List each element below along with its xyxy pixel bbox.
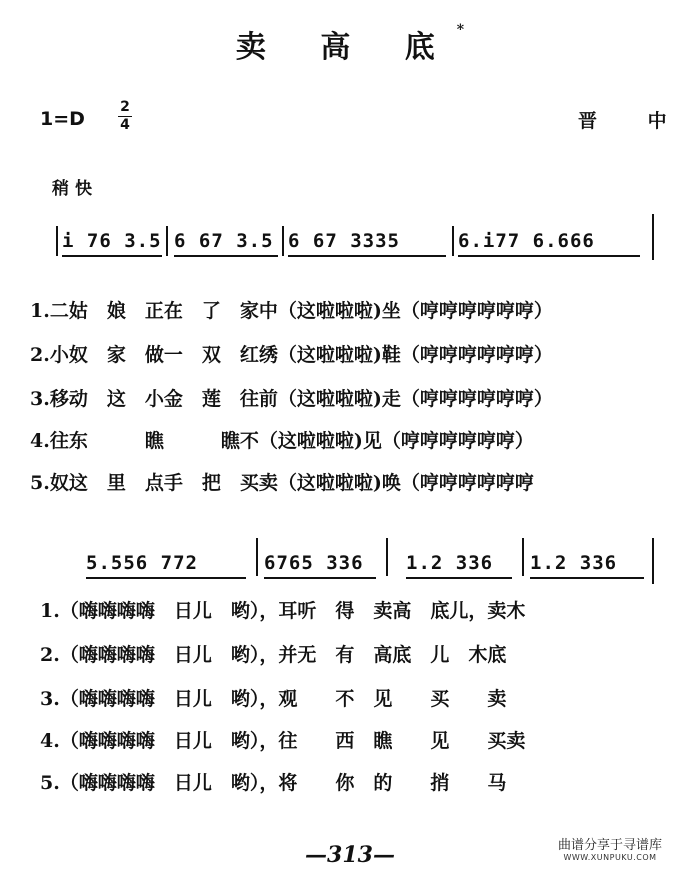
time-denominator: 4 [120, 117, 130, 133]
lyric-line-8: 3.（嗨嗨嗨嗨 日儿 哟），观 不 见 买 卖 [40, 688, 507, 710]
measure-8: 1.2 336 [530, 552, 618, 574]
measure-1: i 76 3.5 [62, 230, 162, 252]
beam-line [406, 577, 512, 579]
beam-line [458, 255, 640, 257]
page-number: —313— [305, 842, 395, 868]
beam-line [62, 255, 162, 257]
beam-line [264, 577, 376, 579]
tempo-marking: 稍快 [52, 179, 98, 199]
time-signature [118, 100, 132, 133]
measure-2: 6 67 3.5 [174, 230, 274, 252]
lyric-line-3: 3.移动 这 小金 莲 往前（这啦啦啦)走（哼哼哼哼哼哼） [30, 388, 553, 410]
song-title [0, 22, 700, 66]
lyric-line-7: 2.（嗨嗨嗨嗨 日儿 哟），并无 有 高底 儿 木底 [40, 644, 507, 666]
barline-end [652, 214, 654, 260]
measure-7: 1.2 336 [406, 552, 494, 574]
lyric-line-2: 2.小奴 家 做一 双 红绣（这啦啦啦)鞋（哼哼哼哼哼哼） [30, 344, 553, 366]
region-label: 晋 中 [578, 110, 689, 132]
barline [56, 226, 58, 256]
measure-3: 6 67 3335 [288, 230, 400, 252]
key-signature: 1=D [40, 108, 85, 130]
time-numerator: 2 [120, 99, 130, 115]
barline [452, 226, 454, 256]
song-title-text: 卖 高 底 [235, 30, 457, 65]
beam-line [174, 255, 278, 257]
barline [386, 538, 388, 576]
beam-line [86, 577, 246, 579]
beam-line [288, 255, 446, 257]
measure-4: 6.i77 6.666 [458, 230, 595, 252]
measure-6: 6765 336 [264, 552, 364, 574]
lyric-line-5: 5.奴这 里 点手 把 买卖（这啦啦啦)唤（哼哼哼哼哼哼 [30, 472, 534, 494]
watermark-cn: 曲谱分享于寻谱库 [557, 838, 662, 853]
barline [166, 226, 168, 256]
lyric-line-1: 1.二姑 娘 正在 了 家中（这啦啦啦)坐（哼哼哼哼哼哼） [30, 300, 553, 322]
barline-end [652, 538, 654, 584]
title-footnote-mark: * [456, 22, 465, 38]
watermark [540, 838, 680, 866]
lyric-line-6: 1.（嗨嗨嗨嗨 日儿 哟），耳听 得 卖高 底儿，卖木 [40, 600, 526, 622]
measure-5: 5.556 772 [86, 552, 198, 574]
lyric-line-9: 4.（嗨嗨嗨嗨 日儿 哟），往 西 瞧 见 买卖 [40, 730, 526, 752]
barline [522, 538, 524, 576]
lyric-line-10: 5.（嗨嗨嗨嗨 日儿 哟），将 你 的 捎 马 [40, 772, 507, 794]
barline [256, 538, 258, 576]
beam-line [530, 577, 644, 579]
barline [282, 226, 284, 256]
watermark-url: WWW.XUNPUKU.COM [563, 853, 657, 862]
lyric-line-4: 4.往东 瞧 瞧不（这啦啦啦)见（哼哼哼哼哼哼） [30, 430, 534, 452]
